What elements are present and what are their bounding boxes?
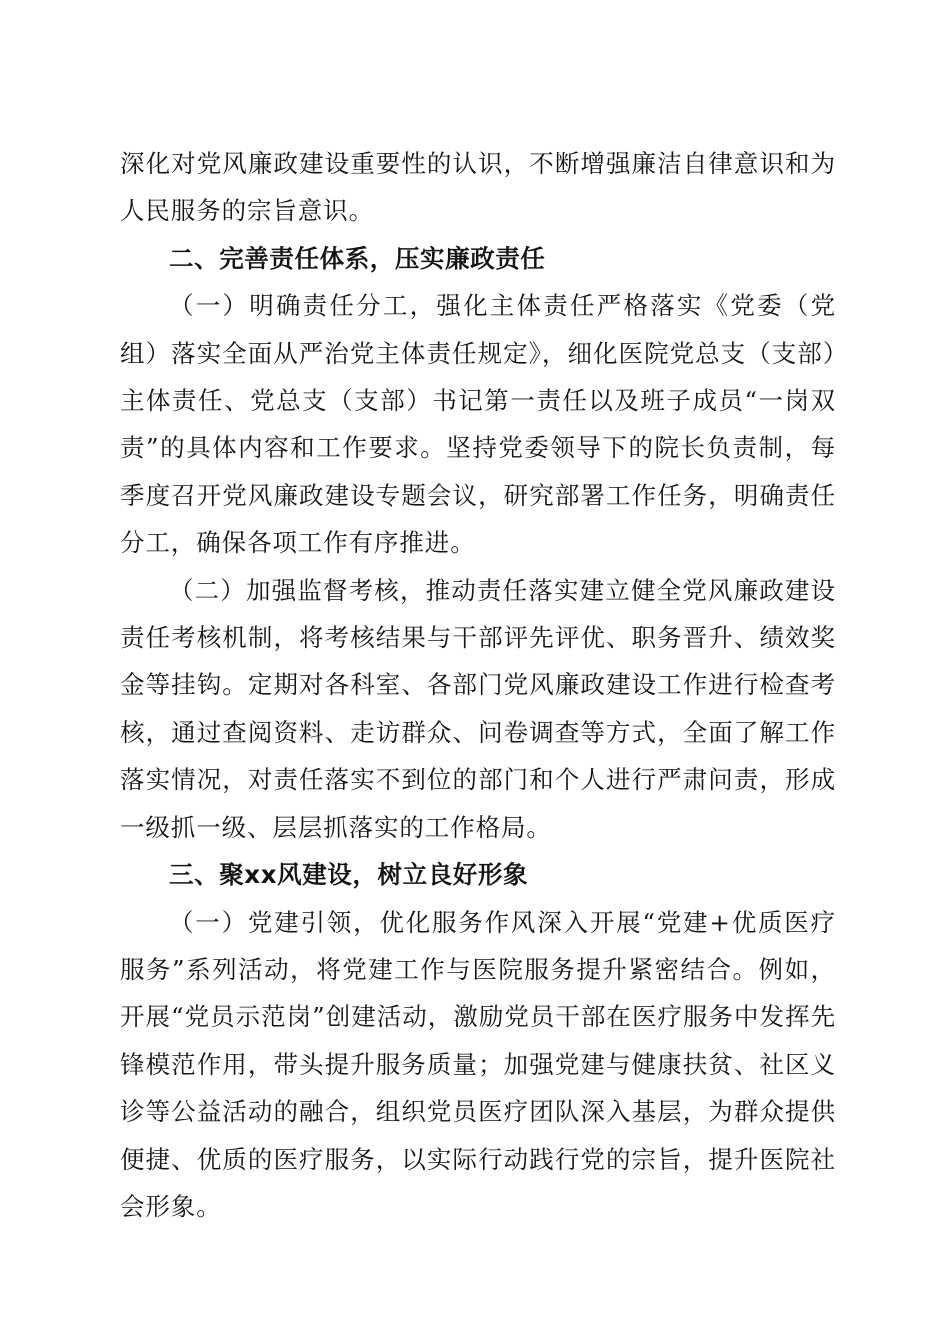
paragraph-continuation: 深化对党风廉政建设重要性的认识，不断增强廉洁自律意识和为人民服务的宗旨意识。 (120, 149, 836, 226)
document-body (120, 140, 836, 1230)
paragraph-3-1: （一）党建引领，优化服务作风深入开展“党建+优质医疗服务”系列活动，将党建工作与医院服务提升紧密结合。例如，开展“党员示范岗”创建活动，激励党员干部在医疗服务中发挥先锋模范作用，带头提升服务质量；加强党建与健康扶贫、社区义诊等公益活动的融合，组织党员医疗团队深入基层，为群众提供便捷、优质的医疗服务，以实际行动践行党的宗旨，提升医院社会形象。 (120, 907, 836, 1221)
section-heading-2: 二、完善责任体系，压实廉政责任 (169, 243, 546, 273)
paragraph-2-1: （一）明确责任分工，强化主体责任严格落实《党委（党组）落实全面从严治党主体责任规定》，细化医院党总支（支部）主体责任、党总支（支部）书记第一责任以及班子成员“一岗双责”的具体内容和工作要求。坚持党委领导下的院长负责制，每季度召开党风廉政建设专题会议，研究部署工作任务，明确责任分工，确保各项工作有序推进。 (120, 291, 836, 558)
paragraph-2-2: （二）加强监督考核，推动责任落实建立健全党风廉政建设责任考核机制，将考核结果与干部评先评优、职务晋升、绩效奖金等挂钩。定期对各科室、各部门党风廉政建设工作进行检查考核，通过查阅资料、走访群众、问卷调查等方式，全面了解工作落实情况，对责任落实不到位的部门和个人进行严肃问责，形成一级抓一级、层层抓落实的工作格局。 (120, 575, 836, 842)
section-heading-3: 三、聚xx风建设，树立良好形象 (169, 860, 529, 890)
